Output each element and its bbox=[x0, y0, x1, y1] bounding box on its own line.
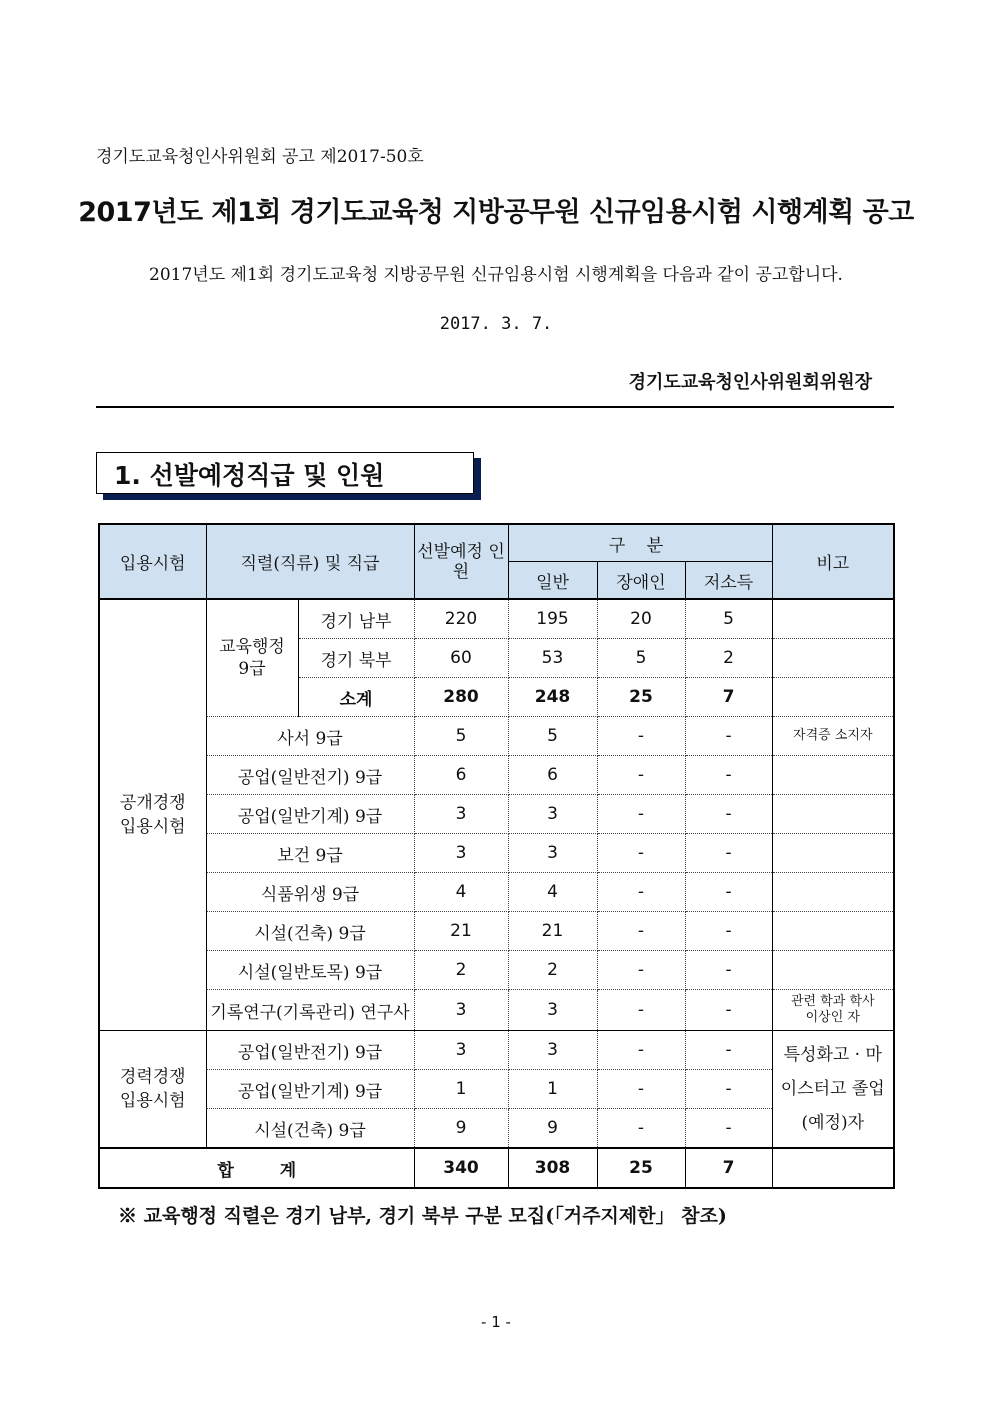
planned-cell: 2 bbox=[414, 951, 508, 990]
disabled-cell: 5 bbox=[597, 639, 685, 678]
disabled-cell: - bbox=[597, 990, 685, 1031]
position-cell: 시설(건축) 9급 bbox=[206, 1109, 414, 1149]
header-low-income: 저소득 bbox=[685, 562, 772, 600]
table-row bbox=[99, 951, 894, 990]
remarks-cell bbox=[772, 873, 894, 912]
remarks-cell bbox=[772, 912, 894, 951]
general-cell: 3 bbox=[508, 834, 597, 873]
low-income-cell: 5 bbox=[685, 599, 772, 639]
low-income-cell: - bbox=[685, 1070, 772, 1109]
general-cell: 5 bbox=[508, 717, 597, 756]
planned-cell: 3 bbox=[414, 1031, 508, 1070]
total-general: 308 bbox=[508, 1148, 597, 1188]
planned-cell: 60 bbox=[414, 639, 508, 678]
table-row bbox=[99, 756, 894, 795]
disabled-cell: - bbox=[597, 1031, 685, 1070]
remarks-cell bbox=[772, 951, 894, 990]
disabled-cell: - bbox=[597, 756, 685, 795]
general-cell: 248 bbox=[508, 678, 597, 717]
general-cell: 2 bbox=[508, 951, 597, 990]
total-row bbox=[99, 1148, 894, 1188]
disabled-cell: - bbox=[597, 1070, 685, 1109]
low-income-cell: - bbox=[685, 990, 772, 1031]
planned-cell: 280 bbox=[414, 678, 508, 717]
remarks-cell: 관련 학과 학사 이상인 자 bbox=[772, 990, 894, 1031]
disabled-cell: 25 bbox=[597, 678, 685, 717]
planned-cell: 1 bbox=[414, 1070, 508, 1109]
position-cell: 공업(일반전기) 9급 bbox=[206, 756, 414, 795]
sub-region: 경기 남부 bbox=[298, 599, 414, 639]
disabled-cell: - bbox=[597, 795, 685, 834]
header-remarks: 비고 bbox=[772, 524, 894, 599]
position-cell: 사서 9급 bbox=[206, 717, 414, 756]
header-exam: 입용시험 bbox=[99, 524, 206, 599]
recruitment-table bbox=[98, 523, 895, 1189]
disabled-cell: - bbox=[597, 912, 685, 951]
notice-date: 2017. 3. 7. bbox=[439, 314, 553, 334]
general-cell: 9 bbox=[508, 1109, 597, 1149]
low-income-cell: 7 bbox=[685, 678, 772, 717]
general-cell: 3 bbox=[508, 795, 597, 834]
document-title: 2017년도 제1회 경기도교육청 지방공무원 신규임용시험 시행계획 공고 bbox=[78, 197, 914, 228]
position-cell: 공업(일반기계) 9급 bbox=[206, 795, 414, 834]
planned-cell: 3 bbox=[414, 990, 508, 1031]
subtotal-label: 소계 bbox=[298, 678, 414, 717]
header-position: 직렬(직류) 및 직급 bbox=[206, 524, 414, 599]
group-edu-admin: 교육행정 9급 bbox=[206, 599, 298, 717]
low-income-cell: - bbox=[685, 1031, 772, 1070]
header-planned: 선발예정 인 원 bbox=[414, 524, 508, 599]
header-general: 일반 bbox=[508, 562, 597, 600]
notice-number: 경기도교육청인사위원회 공고 제2017-50호 bbox=[96, 147, 424, 167]
intro-text: 2017년도 제1회 경기도교육청 지방공무원 신규임용시험 시행계획을 다음과 같이 공고합니다. bbox=[149, 265, 843, 285]
position-cell: 공업(일반전기) 9급 bbox=[206, 1031, 414, 1070]
page-number: - 1 - bbox=[481, 1313, 511, 1331]
planned-cell: 6 bbox=[414, 756, 508, 795]
low-income-cell: - bbox=[685, 717, 772, 756]
position-cell: 시설(건축) 9급 bbox=[206, 912, 414, 951]
signer: 경기도교육청인사위원회위원장 bbox=[628, 372, 872, 393]
header-category: 구 분 bbox=[508, 524, 772, 562]
planned-cell: 5 bbox=[414, 717, 508, 756]
low-income-cell: - bbox=[685, 756, 772, 795]
general-cell: 3 bbox=[508, 1031, 597, 1070]
disabled-cell: - bbox=[597, 717, 685, 756]
position-cell: 시설(일반토목) 9급 bbox=[206, 951, 414, 990]
career-remarks: 특성화고 · 마이스터고 졸업(예정)자 bbox=[772, 1031, 894, 1149]
low-income-cell: - bbox=[685, 1109, 772, 1149]
remarks-cell bbox=[772, 834, 894, 873]
table-row bbox=[99, 834, 894, 873]
group-open: 공개경쟁 입용시험 bbox=[99, 599, 206, 1031]
group-career: 경력경쟁 입용시험 bbox=[99, 1031, 206, 1149]
remarks-cell: 자격증 소지자 bbox=[772, 717, 894, 756]
planned-cell: 220 bbox=[414, 599, 508, 639]
planned-cell: 3 bbox=[414, 834, 508, 873]
position-cell: 공업(일반기계) 9급 bbox=[206, 1070, 414, 1109]
table-row bbox=[99, 873, 894, 912]
disabled-cell: - bbox=[597, 873, 685, 912]
low-income-cell: - bbox=[685, 912, 772, 951]
low-income-cell: - bbox=[685, 834, 772, 873]
planned-cell: 9 bbox=[414, 1109, 508, 1149]
general-cell: 53 bbox=[508, 639, 597, 678]
general-cell: 3 bbox=[508, 990, 597, 1031]
low-income-cell: - bbox=[685, 873, 772, 912]
section-title: 1. 선발예정직급 및 인원 bbox=[114, 461, 385, 490]
remarks-cell bbox=[772, 678, 894, 717]
remarks-cell bbox=[772, 795, 894, 834]
low-income-cell: - bbox=[685, 795, 772, 834]
general-cell: 6 bbox=[508, 756, 597, 795]
total-low-income: 7 bbox=[685, 1148, 772, 1188]
remarks-cell bbox=[772, 639, 894, 678]
planned-cell: 3 bbox=[414, 795, 508, 834]
remarks-cell bbox=[772, 599, 894, 639]
total-planned: 340 bbox=[414, 1148, 508, 1188]
low-income-cell: 2 bbox=[685, 639, 772, 678]
disabled-cell: 20 bbox=[597, 599, 685, 639]
table-row bbox=[99, 795, 894, 834]
header-row bbox=[99, 524, 894, 562]
disabled-cell: - bbox=[597, 951, 685, 990]
table-row bbox=[99, 717, 894, 756]
disabled-cell: - bbox=[597, 834, 685, 873]
disabled-cell: - bbox=[597, 1109, 685, 1149]
divider bbox=[96, 406, 894, 408]
total-disabled: 25 bbox=[597, 1148, 685, 1188]
total-remarks bbox=[772, 1148, 894, 1188]
total-label: 합 계 bbox=[99, 1148, 414, 1188]
table-row bbox=[99, 599, 894, 639]
sub-region: 경기 북부 bbox=[298, 639, 414, 678]
remarks-cell bbox=[772, 756, 894, 795]
general-cell: 1 bbox=[508, 1070, 597, 1109]
general-cell: 195 bbox=[508, 599, 597, 639]
table-row bbox=[99, 990, 894, 1031]
footnote: ※ 교육행정 직렬은 경기 남부, 경기 북부 구분 모집(「거주지제한」 참조) bbox=[118, 1205, 727, 1227]
planned-cell: 4 bbox=[414, 873, 508, 912]
general-cell: 21 bbox=[508, 912, 597, 951]
table-row bbox=[99, 1031, 894, 1070]
header-disabled: 장애인 bbox=[597, 562, 685, 600]
low-income-cell: - bbox=[685, 951, 772, 990]
position-cell: 식품위생 9급 bbox=[206, 873, 414, 912]
general-cell: 4 bbox=[508, 873, 597, 912]
position-cell: 기록연구(기록관리) 연구사 bbox=[206, 990, 414, 1031]
position-cell: 보건 9급 bbox=[206, 834, 414, 873]
planned-cell: 21 bbox=[414, 912, 508, 951]
table-row bbox=[99, 912, 894, 951]
